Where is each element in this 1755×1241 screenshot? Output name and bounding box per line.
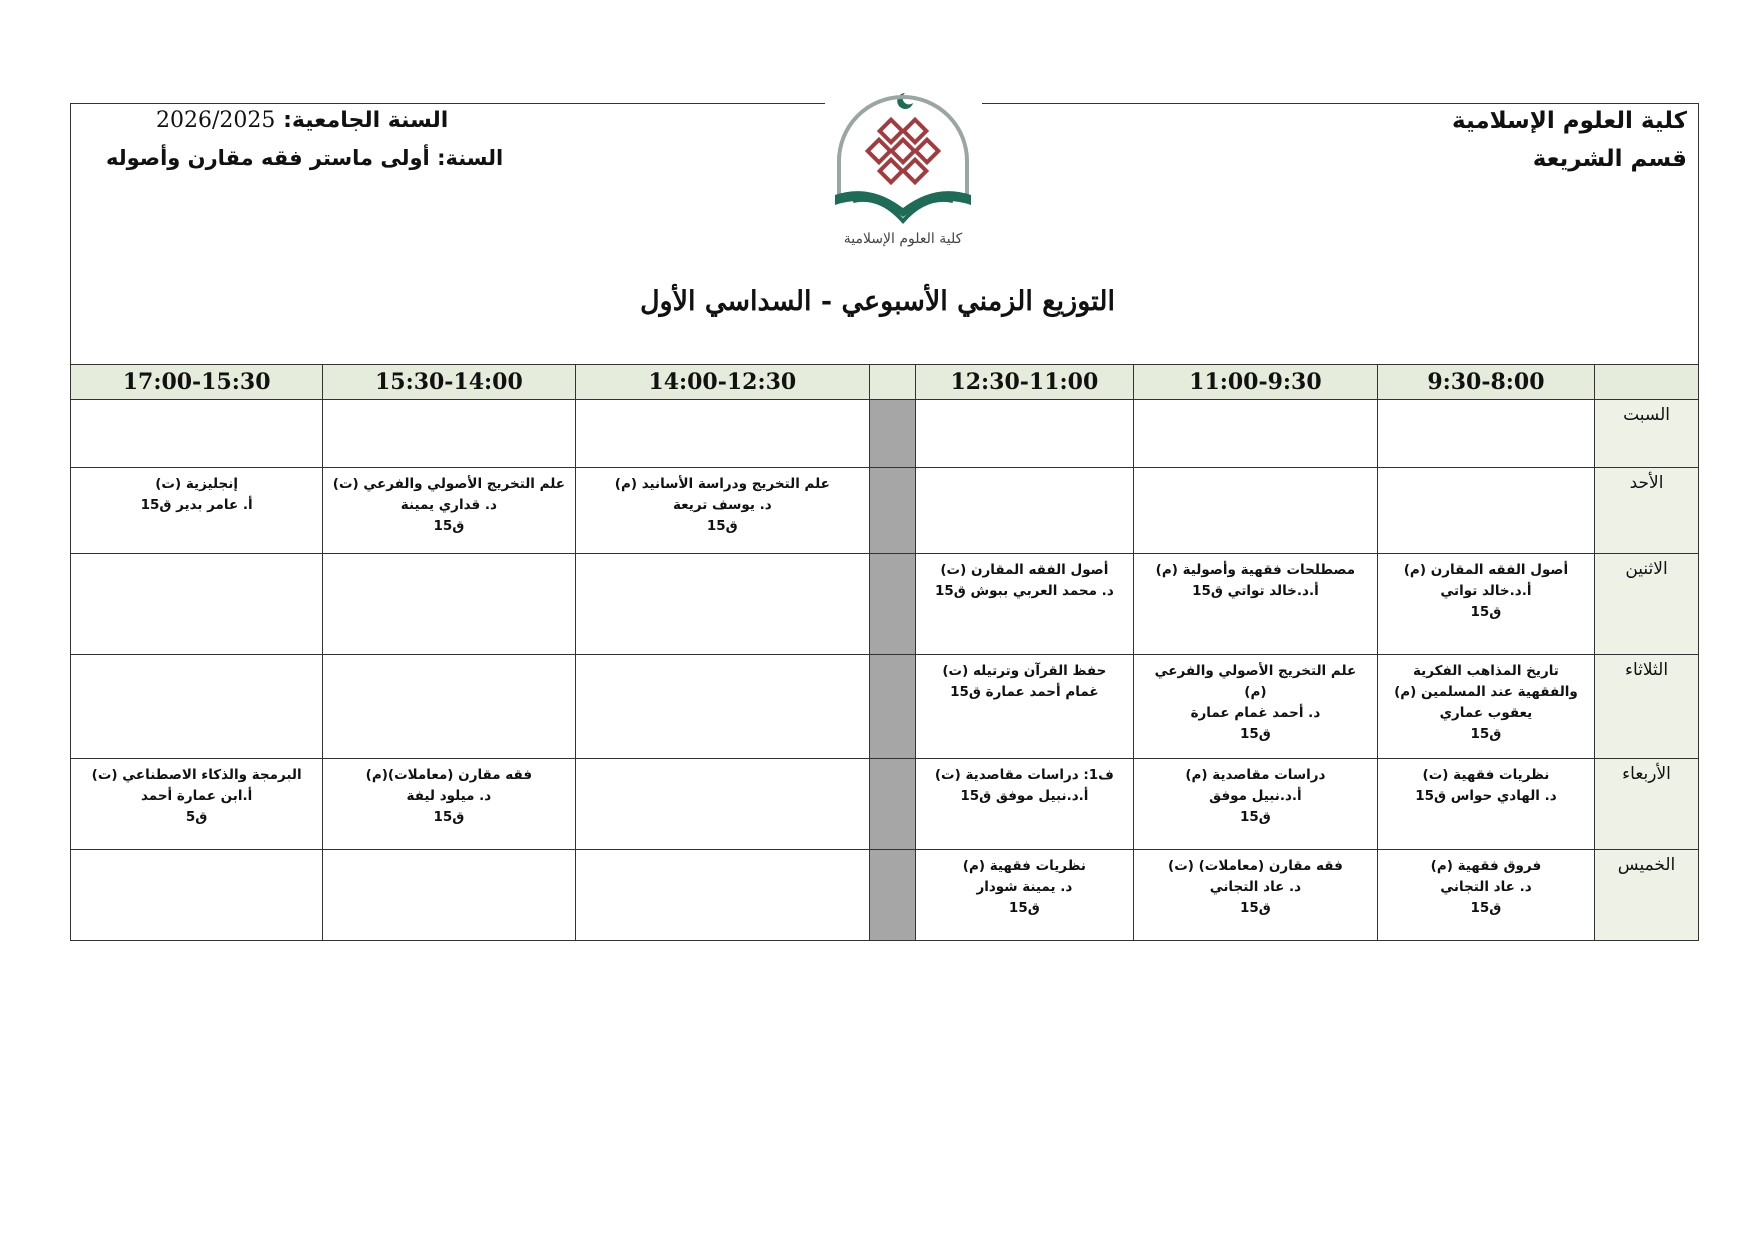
academic-year	[156, 108, 448, 133]
course-line: علم التخريج الأصولي والفرعي (ت)	[332, 476, 565, 493]
course-line: ق15	[433, 518, 465, 535]
college-logo	[825, 83, 982, 258]
time-slot-header: 14:00-12:30	[575, 365, 870, 400]
break-cell	[870, 849, 916, 940]
course-line: أ.د.خالد تواتي	[1440, 583, 1532, 600]
course-cell	[323, 655, 575, 758]
break-cell	[870, 758, 916, 849]
course-line: د. قداري يمينة	[400, 497, 497, 514]
time-slot-header: 15:30-14:00	[323, 365, 575, 400]
day-row	[71, 655, 1699, 758]
course-line: د. ميلود ليفة	[406, 787, 492, 804]
course-cell	[575, 468, 870, 554]
course-cell	[1377, 655, 1594, 758]
course-cell	[1377, 468, 1594, 554]
course-line: د. عاد التجاني	[1440, 878, 1532, 895]
course-line: أصول الفقه المقارن (م)	[1403, 562, 1569, 579]
course-cell	[71, 554, 323, 655]
day-row	[71, 554, 1699, 655]
course-entry	[323, 468, 574, 537]
break-cell	[870, 655, 916, 758]
course-entry	[916, 850, 1133, 919]
course-cell	[915, 758, 1133, 849]
course-cell	[71, 758, 323, 849]
course-line: ق15	[1470, 726, 1502, 743]
course-cell	[1377, 554, 1594, 655]
course-cell	[915, 468, 1133, 554]
course-line: أ.د.خالد تواتي ق15	[1192, 583, 1319, 600]
course-entry	[916, 759, 1133, 807]
course-cell	[575, 655, 870, 758]
course-cell	[71, 849, 323, 940]
course-cell	[1134, 758, 1378, 849]
course-line: ق5	[185, 808, 208, 825]
course-cell	[1134, 554, 1378, 655]
course-line: علم التخريج الأصولي والفرعي	[1154, 663, 1357, 680]
time-header-row	[71, 365, 1699, 400]
course-line: أ. عامر بدير ق15	[140, 497, 253, 514]
course-cell	[1377, 758, 1594, 849]
course-line: مصطلحات فقهية وأصولية (م)	[1155, 562, 1356, 579]
day-row	[71, 758, 1699, 849]
day-name: الثلاثاء	[1595, 655, 1699, 758]
course-cell	[1134, 849, 1378, 940]
course-line: أصول الفقه المقارن (ت)	[940, 562, 1109, 579]
college-name: كلية العلوم الإسلامية	[1452, 108, 1687, 134]
course-line: فقه مقارن (معاملات)(م)	[365, 766, 533, 783]
course-cell	[575, 758, 870, 849]
course-cell	[1134, 400, 1378, 468]
day-name: الأحد	[1595, 468, 1699, 554]
svg-text:كلية العلوم الإسلامية: كلية العلوم الإسلامية	[843, 231, 963, 247]
course-line: ف1: دراسات مقاصدية (ت)	[934, 766, 1114, 783]
course-entry	[1378, 655, 1594, 745]
course-cell	[323, 400, 575, 468]
course-line: (م)	[1244, 684, 1267, 701]
course-line: والفقهية عند المسلمين (م)	[1394, 684, 1578, 701]
day-name: السبت	[1595, 400, 1699, 468]
course-line: البرمجة والذكاء الاصطناعي (ت)	[91, 766, 302, 783]
course-cell	[915, 655, 1133, 758]
course-entry	[1378, 850, 1594, 919]
time-slot-header: 12:30-11:00	[915, 365, 1133, 400]
course-line: أ.ابن عمارة أحمد	[140, 787, 253, 804]
weekly-schedule-table	[70, 364, 1699, 941]
course-line: دراسات مقاصدية (م)	[1185, 766, 1326, 783]
day-name: الاثنين	[1595, 554, 1699, 655]
course-line: د. يمينة شودار	[976, 878, 1073, 895]
course-line: د. أحمد غمام عمارة	[1190, 705, 1321, 722]
course-entry	[1134, 655, 1377, 745]
course-line: د. عاد التجاني	[1209, 878, 1302, 895]
course-line: يعقوب عماري	[1439, 705, 1533, 722]
course-line: ق15	[1470, 899, 1502, 916]
course-cell	[915, 400, 1133, 468]
day-name: الخميس	[1595, 849, 1699, 940]
course-cell	[1377, 400, 1594, 468]
course-entry	[1134, 554, 1377, 602]
course-entry	[1134, 850, 1377, 919]
course-line: د. الهادي حواس ق15	[1415, 787, 1557, 804]
course-cell	[1134, 655, 1378, 758]
time-slot-header: 11:00-9:30	[1134, 365, 1378, 400]
course-line: أ.د.نبيل موفق	[1209, 787, 1302, 804]
course-cell	[323, 468, 575, 554]
logo-caption	[844, 231, 963, 247]
course-line: أ.د.نبيل موفق ق15	[960, 787, 1089, 804]
break-column-header	[870, 365, 916, 400]
course-entry	[916, 655, 1133, 703]
course-entry	[1134, 759, 1377, 828]
course-line: د. يوسف تريعة	[672, 497, 772, 514]
course-entry	[71, 759, 322, 828]
study-level	[106, 146, 503, 170]
course-line: ق15	[1470, 604, 1502, 621]
course-line: د. محمد العربي ببوش ق15	[934, 583, 1114, 600]
break-cell	[870, 468, 916, 554]
time-slot-header: 17:00-15:30	[71, 365, 323, 400]
course-entry	[576, 468, 870, 537]
study-level-label: السنة:	[437, 146, 504, 170]
course-line: تاريخ المذاهب الفكرية	[1413, 663, 1559, 680]
day-name: الأربعاء	[1595, 758, 1699, 849]
course-cell	[323, 758, 575, 849]
study-level-value: أولى ماستر فقه مقارن وأصوله	[106, 146, 430, 170]
course-line: فقه مقارن (معاملات) (ت)	[1168, 857, 1343, 874]
course-entry	[916, 554, 1133, 602]
day-row	[71, 400, 1699, 468]
course-cell	[915, 554, 1133, 655]
header-rule-right	[982, 103, 1699, 104]
course-entry	[71, 468, 322, 516]
course-cell	[323, 849, 575, 940]
course-cell	[71, 400, 323, 468]
course-line: فروق فقهية (م)	[1430, 857, 1542, 874]
course-line: ق15	[1239, 808, 1271, 825]
header-rule-left	[70, 103, 825, 104]
day-row	[71, 468, 1699, 554]
course-line: حفظ القرآن وترتيله (ت)	[942, 663, 1107, 680]
course-line: ق15	[1008, 899, 1040, 916]
course-cell	[575, 400, 870, 468]
course-cell	[71, 655, 323, 758]
course-cell	[575, 554, 870, 655]
course-cell	[323, 554, 575, 655]
course-cell	[575, 849, 870, 940]
course-line: علم التخريج ودراسة الأسانيد (م)	[614, 476, 830, 493]
course-line: نظريات فقهية (ت)	[1422, 766, 1550, 783]
course-line: نظريات فقهية (م)	[962, 857, 1086, 874]
academic-year-value: 2026/2025	[156, 108, 276, 133]
course-line: ق15	[1239, 899, 1271, 916]
course-line: ق15	[706, 518, 738, 535]
academic-year-label: السنة الجامعية:	[283, 108, 449, 133]
break-cell	[870, 400, 916, 468]
break-cell	[870, 554, 916, 655]
department-name: قسم الشريعة	[1532, 146, 1687, 172]
course-cell	[71, 468, 323, 554]
page-title: التوزيع الزمني الأسبوعي - السداسي الأول	[639, 286, 1116, 317]
course-entry	[1378, 554, 1594, 623]
course-cell	[915, 849, 1133, 940]
day-row	[71, 849, 1699, 940]
course-entry	[1378, 759, 1594, 807]
day-column-header	[1595, 365, 1699, 400]
course-line: غمام أحمد عمارة ق15	[950, 684, 1099, 701]
course-cell	[1134, 468, 1378, 554]
course-line: ق15	[1239, 726, 1271, 743]
course-line: إنجليزية (ت)	[155, 476, 238, 493]
course-cell	[1377, 849, 1594, 940]
time-slot-header: 9:30-8:00	[1377, 365, 1594, 400]
course-entry	[323, 759, 574, 828]
course-line: ق15	[433, 808, 465, 825]
